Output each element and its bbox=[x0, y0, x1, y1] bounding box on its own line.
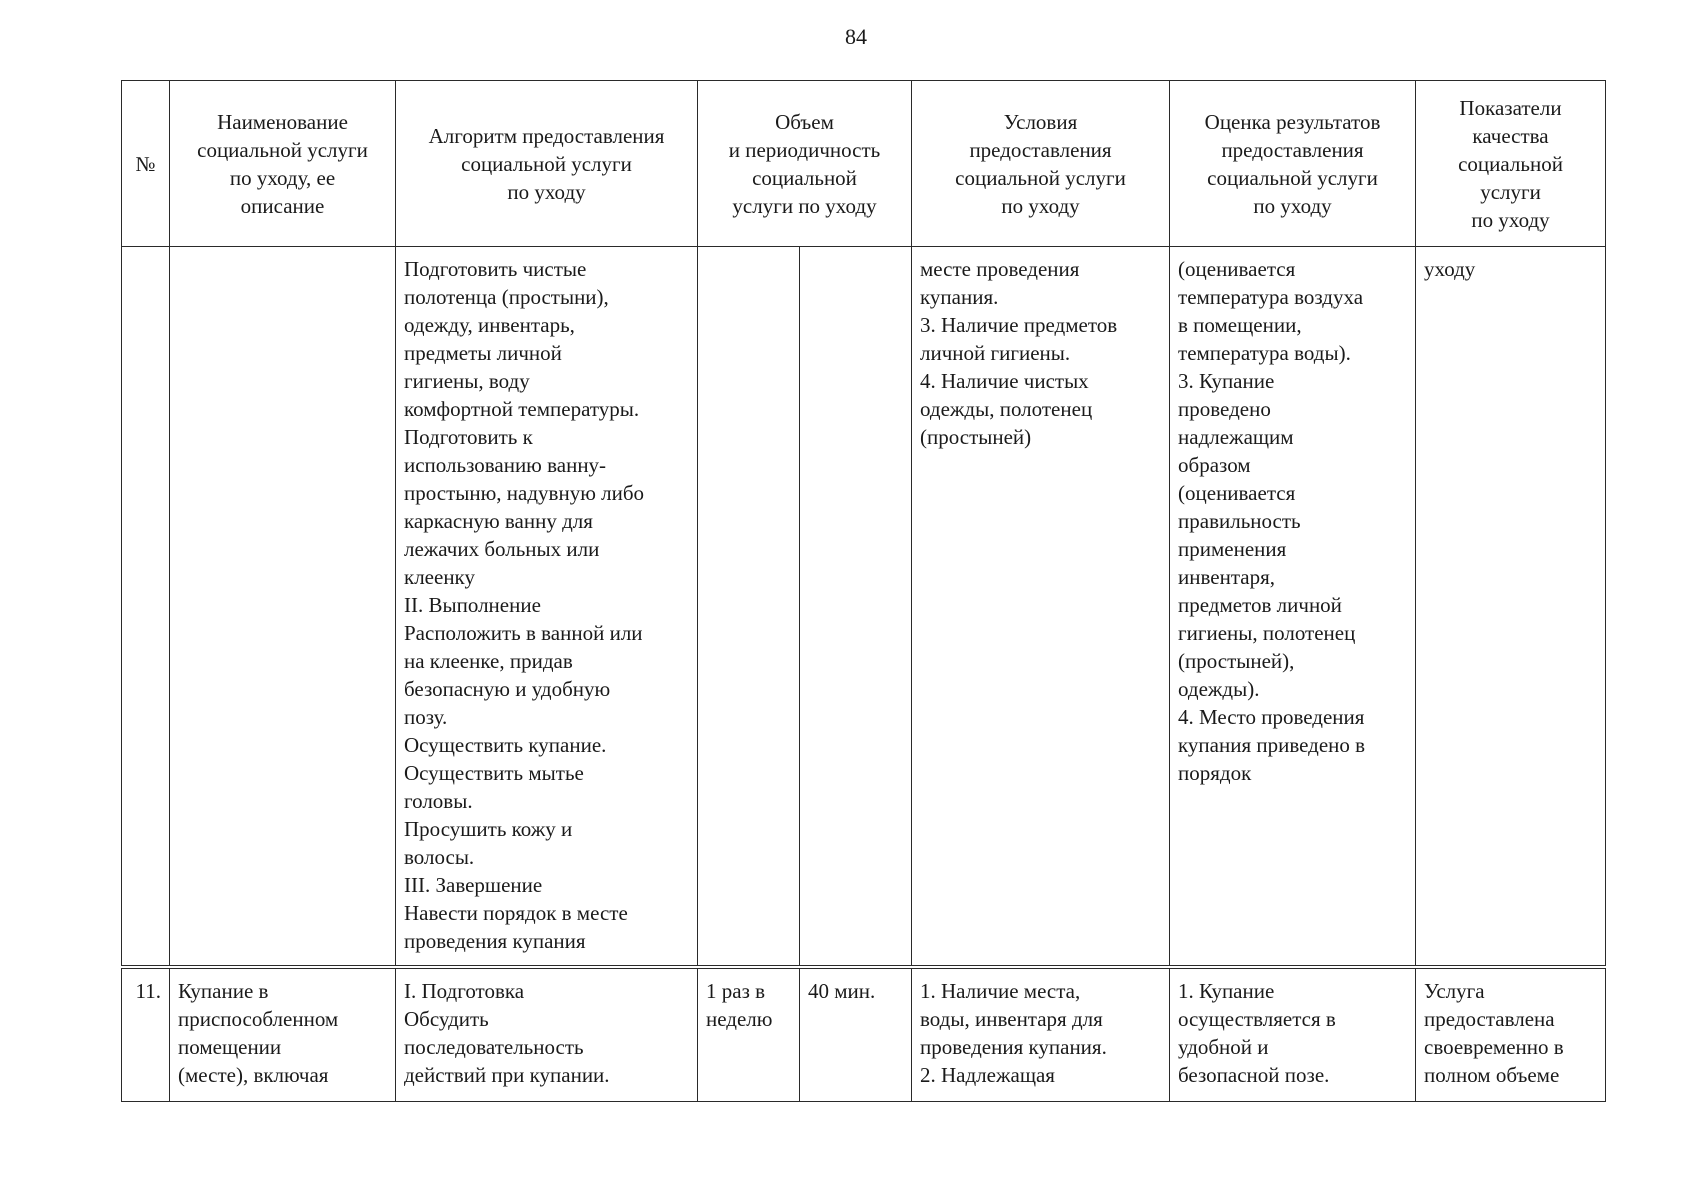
cell-conditions: месте проведения купания. 3. Наличие предметов личной гигиены. 4. Наличие чистых одежды, полотенец (простыней) bbox=[912, 247, 1170, 966]
services-table bbox=[121, 80, 1606, 1102]
cell-period bbox=[800, 247, 912, 966]
header-service-name: Наименование социальной услуги по уходу, ее описание bbox=[170, 81, 396, 247]
cell-volume bbox=[698, 247, 800, 966]
cell-evaluation: (оценивается температура воздуха в помещении, температура воды). 3. Купание проведено надлежащим образом (оценивается правильность применения инвентаря, предметов личной гигиены, полотенец (простыней), одежды). 4. Место проведения купания приведено в порядок bbox=[1170, 247, 1416, 966]
cell-quality: уходу bbox=[1416, 247, 1606, 966]
table-row bbox=[122, 247, 1606, 966]
cell-period: 40 мин. bbox=[800, 969, 912, 1102]
cell-service-name bbox=[170, 247, 396, 966]
header-number: № bbox=[122, 81, 170, 247]
header-algorithm: Алгоритм предоставления социальной услуги по уходу bbox=[396, 81, 698, 247]
header-row bbox=[122, 81, 1606, 247]
cell-algorithm: I. Подготовка Обсудить последовательность действий при купании. bbox=[396, 969, 698, 1102]
header-conditions: Условия предоставления социальной услуги по уходу bbox=[912, 81, 1170, 247]
cell-number: 11. bbox=[122, 969, 170, 1102]
table-row bbox=[122, 969, 1606, 1102]
cell-evaluation: 1. Купание осуществляется в удобной и безопасной позе. bbox=[1170, 969, 1416, 1102]
cell-algorithm: Подготовить чистые полотенца (простыни), одежду, инвентарь, предметы личной гигиены, воду комфортной температуры. Подготовить к использованию ванну- простыню, надувную либо каркасную ванну для лежачих больных или клеенку II. Выполнение Расположить в ванной или на клеенке, придав безопасную и удобную позу. Осуществить купание. Осуществить мытье головы. Просушить кожу и волосы. III. Завершение Навести порядок в месте проведения купания bbox=[396, 247, 698, 966]
cell-quality: Услуга предоставлена своевременно в полном объеме bbox=[1416, 969, 1606, 1102]
header-evaluation: Оценка результатов предоставления социальной услуги по уходу bbox=[1170, 81, 1416, 247]
header-volume-period: Объем и периодичность социальной услуги по уходу bbox=[698, 81, 912, 247]
cell-service-name: Купание в приспособленном помещении (месте), включая bbox=[170, 969, 396, 1102]
cell-volume: 1 раз в неделю bbox=[698, 969, 800, 1102]
header-quality: Показатели качества социальной услуги по уходу bbox=[1416, 81, 1606, 247]
cell-number bbox=[122, 247, 170, 966]
cell-conditions: 1. Наличие места, воды, инвентаря для проведения купания. 2. Надлежащая bbox=[912, 969, 1170, 1102]
page-number: 84 bbox=[845, 24, 867, 49]
